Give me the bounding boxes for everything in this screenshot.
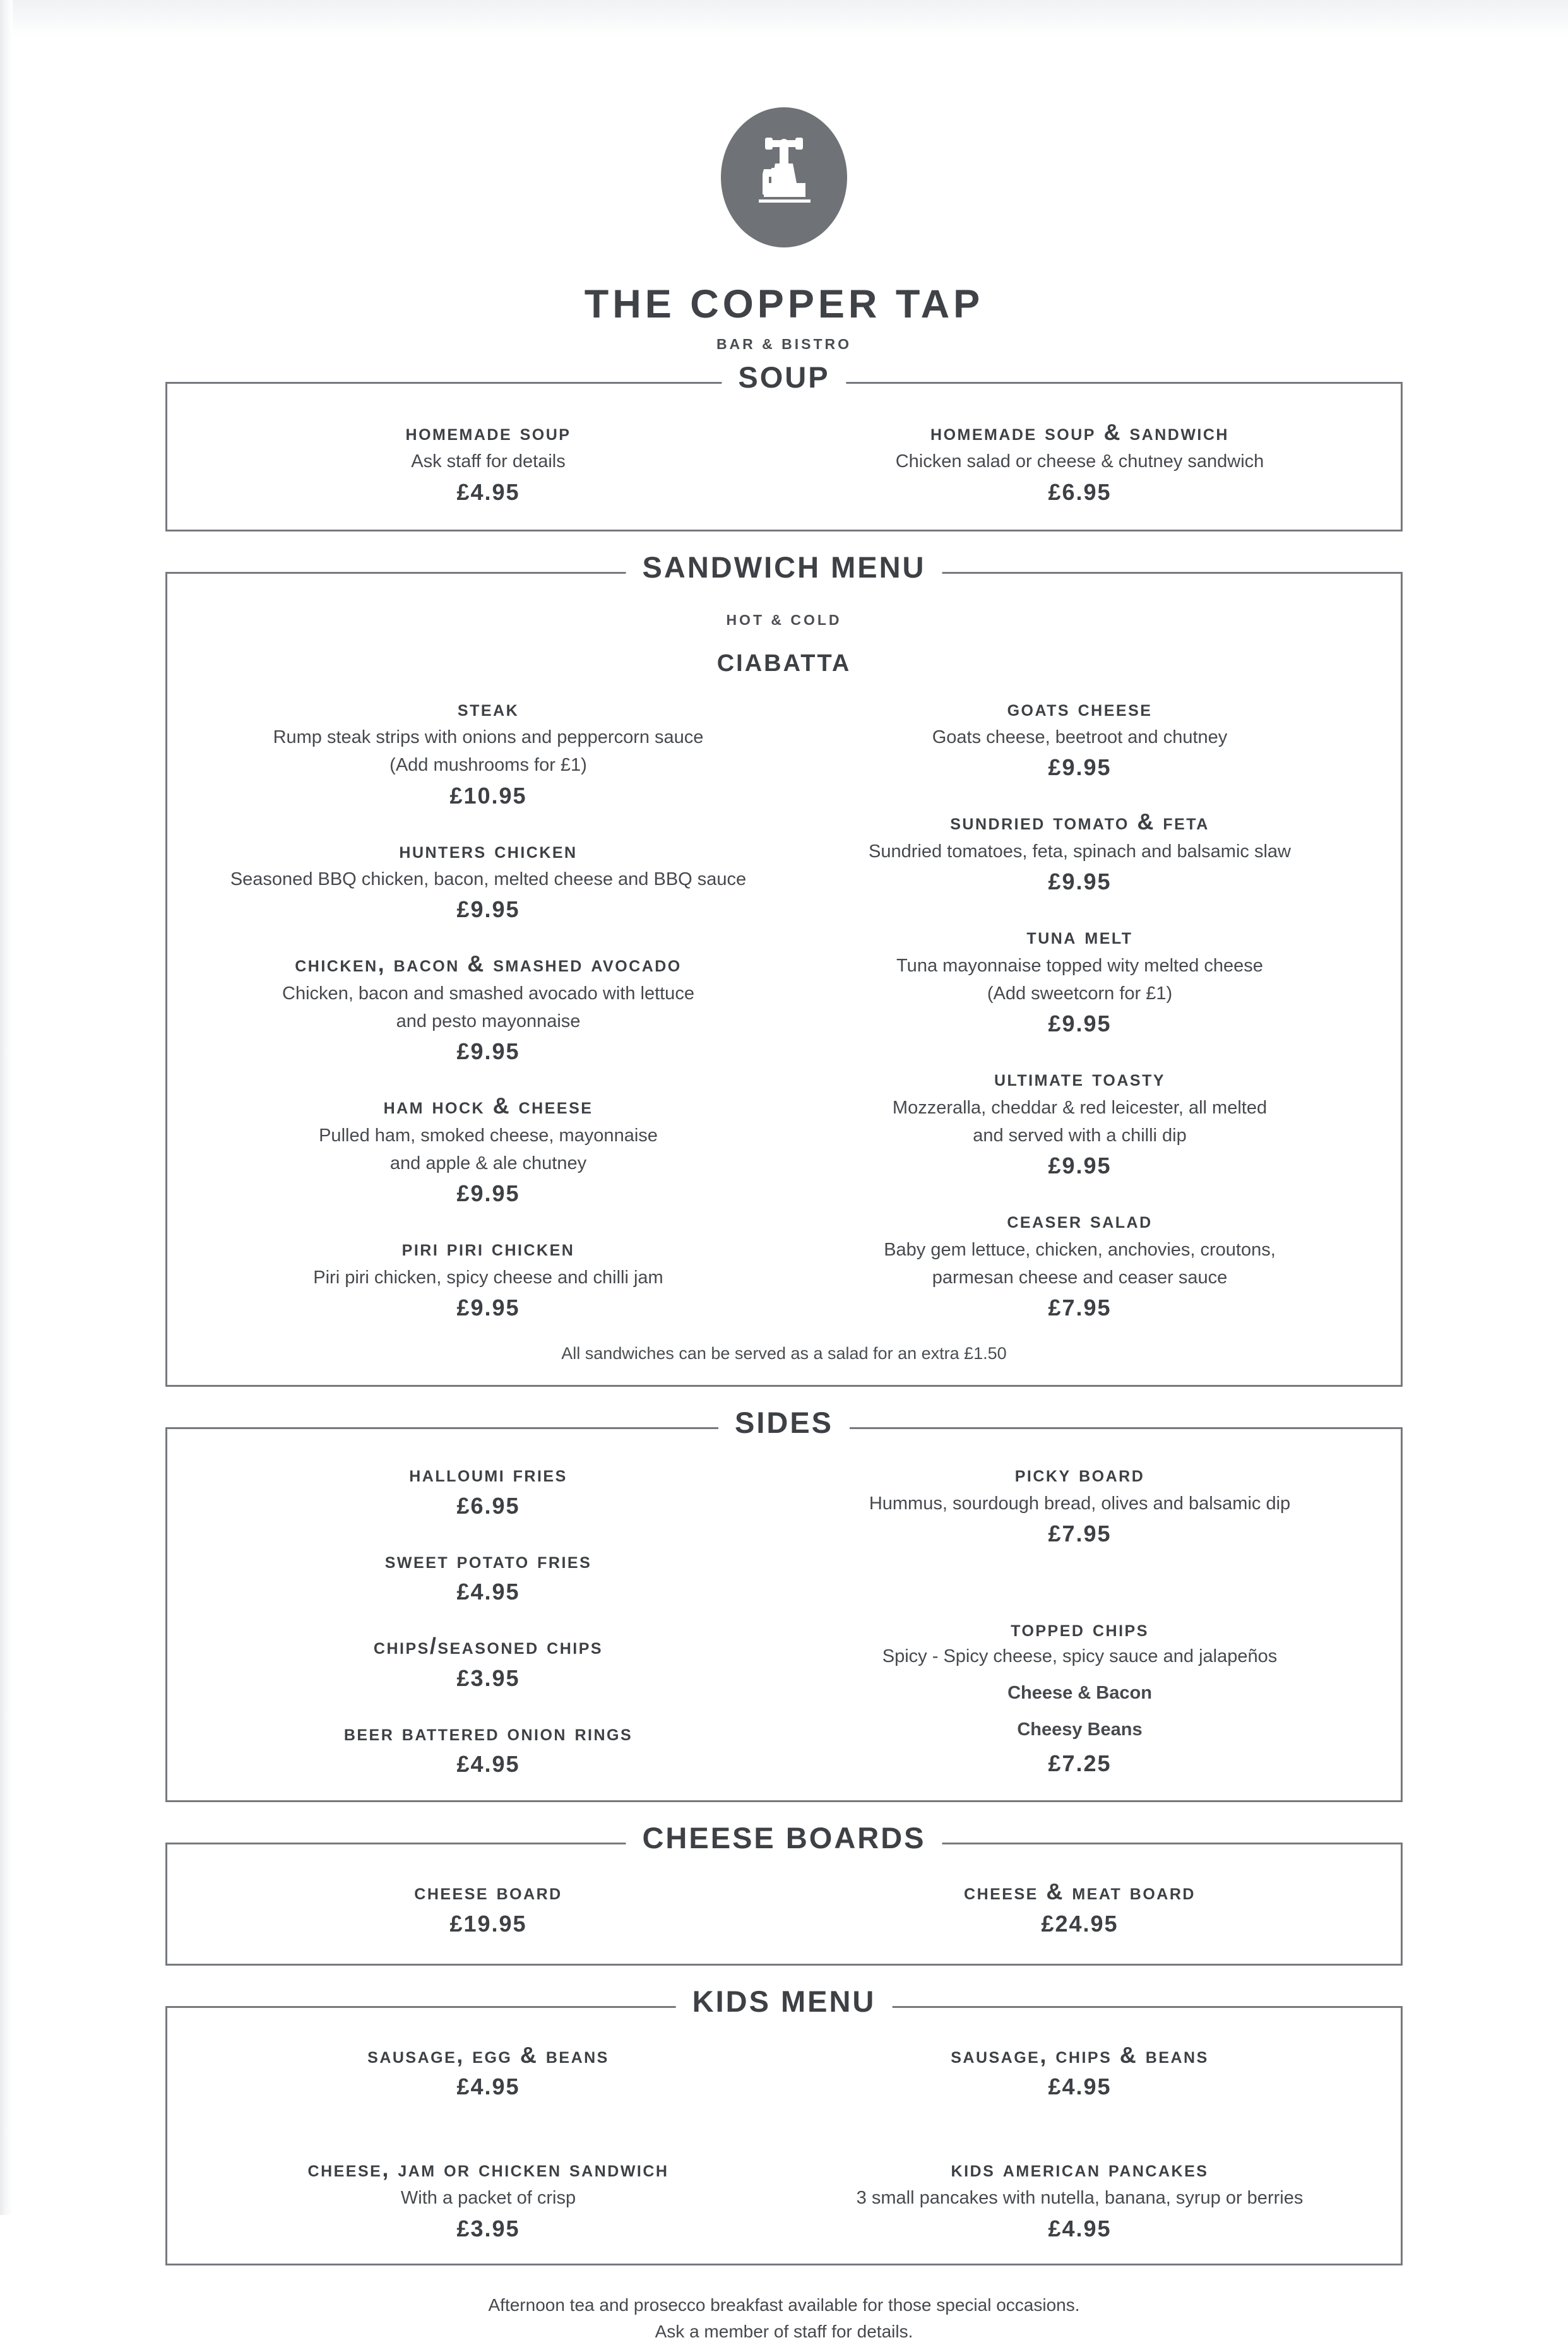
topping-option-spicy: Spicy - Spicy cheese, spicy sauce and jalapeños	[882, 1646, 1278, 1667]
item-name: sundried tomato & feta	[950, 809, 1209, 835]
section-sandwich-menu	[165, 550, 1403, 1387]
item-description: Goats cheese, beetroot and chutney	[932, 727, 1228, 748]
item-price: £9.95	[1048, 1153, 1112, 1179]
menu-item	[193, 1719, 784, 1778]
section-title-sides: SIDES	[718, 1408, 850, 1437]
menu-item	[784, 1879, 1375, 1937]
menu-item	[193, 1547, 784, 1605]
cheese-boards-column-right	[784, 1879, 1375, 1937]
menu-item	[784, 1461, 1375, 1547]
menu-item	[193, 419, 784, 506]
item-price: £6.95	[1048, 478, 1112, 505]
item-description-2: parmesan cheese and ceaser sauce	[932, 1267, 1228, 1288]
section-kids-menu	[165, 1984, 1403, 2265]
menu-item	[193, 695, 784, 809]
item-name: tuna melt	[1026, 923, 1133, 949]
item-name: piri piri chicken	[401, 1235, 575, 1261]
soup-column-right	[784, 419, 1375, 506]
item-name: ham hock & cheese	[383, 1093, 593, 1119]
menu-item	[193, 837, 784, 923]
menu-item	[784, 1207, 1375, 1321]
item-description: Baby gem lettuce, chicken, anchovies, croutons,	[884, 1239, 1276, 1260]
footer-line-2: Ask a member of staff for details.	[655, 2321, 913, 2341]
item-price: £9.95	[456, 1038, 520, 1065]
item-name: homemade soup	[405, 419, 571, 445]
item-name: ultimate toasty	[994, 1065, 1166, 1091]
menu-item	[193, 1235, 784, 1321]
kids-column-right	[784, 2042, 1375, 2242]
item-name: sausage, chips & beans	[951, 2041, 1209, 2068]
item-price: £4.95	[456, 1579, 520, 1605]
item-name: chips/seasoned chips	[373, 1633, 603, 1659]
item-price: £9.95	[456, 1180, 520, 1207]
item-name: ceaser salad	[1007, 1207, 1153, 1233]
item-name: cheese board	[414, 1879, 562, 1905]
topping-option-cheese-bacon: Cheese & Bacon	[1007, 1683, 1152, 1704]
menu-item	[784, 809, 1375, 895]
item-price: £24.95	[1041, 1910, 1119, 1937]
menu-item	[784, 1065, 1375, 1179]
sides-column-right	[784, 1461, 1375, 1777]
item-description-2: (Add sweetcorn for £1)	[987, 983, 1173, 1004]
footer-note	[0, 2292, 1568, 2345]
item-name: halloumi fries	[409, 1461, 567, 1487]
brand-name: THE COPPER TAP	[584, 282, 984, 326]
item-name: beer battered onion rings	[343, 1719, 633, 1745]
item-name: sweet potato fries	[384, 1547, 592, 1573]
menu-item	[784, 2042, 1375, 2100]
item-price: £7.95	[1048, 1295, 1112, 1321]
item-price: £6.95	[456, 1492, 520, 1519]
item-price: £7.25	[1048, 1750, 1112, 1776]
item-price: £9.95	[1048, 754, 1112, 781]
item-name: goats cheese	[1007, 694, 1153, 721]
section-title-sandwich-menu: SANDWICH MENU	[626, 552, 942, 582]
item-name: steak	[457, 694, 520, 721]
brand-subtitle: BAR & BISTRO	[716, 336, 852, 352]
item-price: £4.95	[456, 1751, 520, 1778]
item-name: homemade soup & sandwich	[930, 419, 1229, 445]
item-description: Chicken, bacon and smashed avocado with lettuce	[282, 983, 694, 1004]
menu-item	[784, 419, 1375, 506]
section-sides	[165, 1406, 1403, 1802]
menu-item-topped-chips	[784, 1615, 1375, 1777]
section-soup	[165, 360, 1403, 531]
menu-item	[193, 1633, 784, 1691]
item-name: cheese & meat board	[964, 1879, 1196, 1905]
item-name: sausage, egg & beans	[367, 2041, 609, 2068]
group-label-ciabatta: CIABATTA	[716, 650, 852, 677]
menu-item	[193, 1093, 784, 1207]
sandwich-salad-note: All sandwiches can be served as a salad for an extra £1.50	[561, 1344, 1007, 1363]
item-price: £3.95	[456, 1665, 520, 1691]
section-title-kids-menu: KIDS MENU	[676, 1986, 893, 2016]
item-description: Mozzeralla, cheddar & red leicester, all melted	[892, 1097, 1268, 1118]
menu-item	[193, 2156, 784, 2242]
item-description: With a packet of crisp	[400, 2188, 576, 2209]
item-name: picky board	[1014, 1461, 1145, 1487]
menu-item	[193, 1461, 784, 1519]
item-price: £4.95	[1048, 2074, 1112, 2100]
item-price: £4.95	[456, 2074, 520, 2100]
item-price: £7.95	[1048, 1520, 1112, 1547]
item-price: £9.95	[456, 896, 520, 923]
item-description-2: (Add mushrooms for £1)	[389, 755, 587, 776]
menu-item	[193, 951, 784, 1065]
item-price: £10.95	[449, 782, 527, 809]
item-description: Ask staff for details	[411, 451, 566, 472]
item-price: £19.95	[449, 1910, 527, 1937]
item-description: Chicken salad or cheese & chutney sandwich	[895, 451, 1264, 472]
soup-column-left	[193, 419, 784, 506]
menu-item	[784, 695, 1375, 781]
footer-line-1: Afternoon tea and prosecco breakfast available for those special occasions.	[488, 2295, 1080, 2315]
section-cheese-boards	[165, 1821, 1403, 1965]
item-description: Piri piri chicken, spicy cheese and chilli jam	[313, 1267, 663, 1288]
item-name: cheese, jam or chicken sandwich	[307, 2156, 669, 2182]
menu-item	[784, 2156, 1375, 2242]
cheese-boards-column-left	[193, 1879, 784, 1937]
item-price: £4.95	[1048, 2215, 1112, 2241]
item-description: Rump steak strips with onions and peppercorn sauce	[273, 727, 704, 748]
sides-column-left	[193, 1461, 784, 1778]
item-description-2: and served with a chilli dip	[973, 1125, 1187, 1146]
item-description: Tuna mayonnaise topped wity melted cheese	[896, 955, 1263, 976]
item-name: topped chips	[1011, 1615, 1149, 1641]
sandwich-column-left	[193, 695, 784, 1321]
brand-header	[0, 0, 1568, 353]
item-name: chicken, bacon & smashed avocado	[295, 951, 682, 977]
section-title-soup: SOUP	[722, 362, 846, 392]
item-description: 3 small pancakes with nutella, banana, syrup or berries	[856, 2188, 1304, 2209]
menu-item	[193, 2042, 784, 2100]
item-name: hunters chicken	[399, 836, 578, 863]
section-subtitle-hot-cold: HOT & COLD	[726, 611, 842, 628]
item-description: Sundried tomatoes, feta, spinach and balsamic slaw	[869, 841, 1291, 862]
item-description: Pulled ham, smoked cheese, mayonnaise	[319, 1125, 658, 1146]
item-description: Seasoned BBQ chicken, bacon, melted cheese and BBQ sauce	[230, 869, 747, 890]
menu-item	[784, 923, 1375, 1037]
section-title-cheese-boards: CHEESE BOARDS	[626, 1823, 942, 1853]
item-price: £3.95	[456, 2215, 520, 2241]
item-description-2: and apple & ale chutney	[389, 1153, 587, 1174]
item-name: kids american pancakes	[951, 2156, 1209, 2182]
item-price: £9.95	[456, 1295, 520, 1321]
topping-option-cheesy-beans: Cheesy Beans	[1017, 1719, 1143, 1740]
sandwich-column-right	[784, 695, 1375, 1321]
item-description: Hummus, sourdough bread, olives and balsamic dip	[869, 1493, 1291, 1514]
item-price: £4.95	[456, 478, 520, 505]
item-description-2: and pesto mayonnaise	[396, 1011, 581, 1032]
item-price: £9.95	[1048, 869, 1112, 895]
item-price: £9.95	[1048, 1011, 1112, 1037]
menu-item	[193, 1879, 784, 1937]
tap-logo-icon	[721, 107, 847, 247]
kids-column-left	[193, 2042, 784, 2242]
